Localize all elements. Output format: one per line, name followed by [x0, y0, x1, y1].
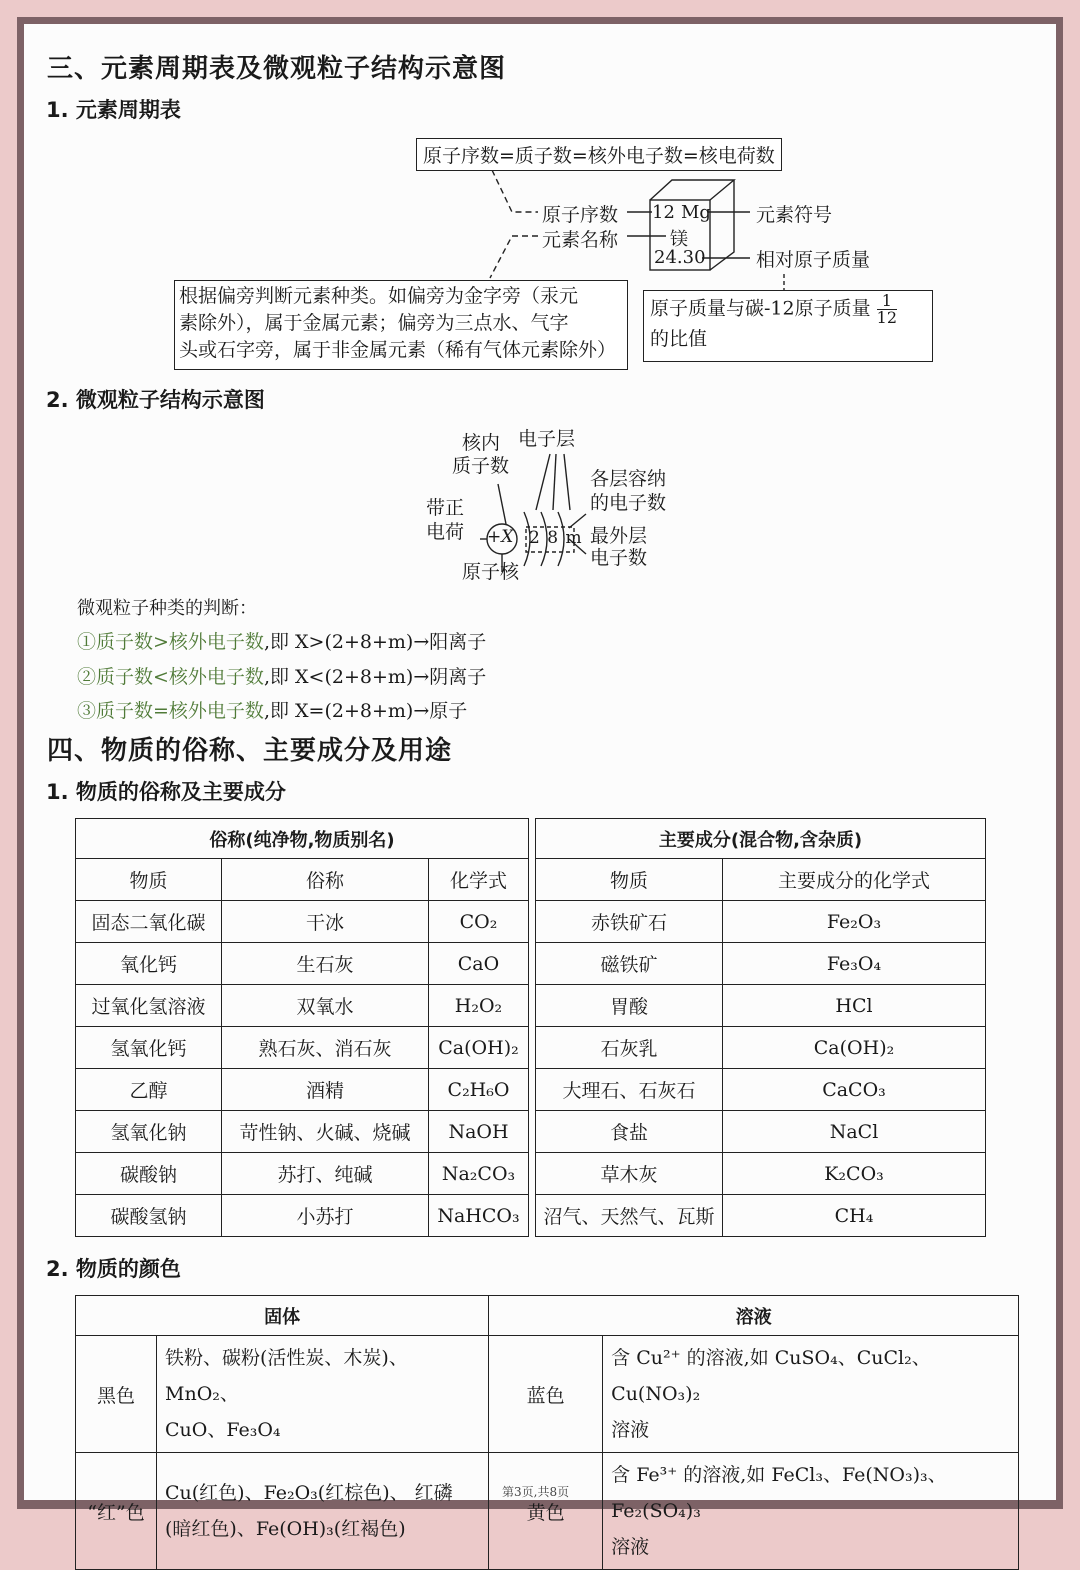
main-component-table — [535, 818, 986, 1237]
column-header: 俗称 — [222, 859, 429, 901]
rule-anion — [77, 662, 486, 689]
rule-condition: 质子数<核外电子数 — [96, 666, 264, 688]
table-cell: 氢氧化钠 — [76, 1111, 222, 1153]
relative-mass-definition-box — [643, 290, 933, 362]
table-cell: 赤铁矿石 — [536, 901, 723, 943]
label-electron-shell: 电子层 — [518, 428, 576, 450]
table-row — [536, 1195, 986, 1237]
table-row — [76, 1153, 529, 1195]
table-cell: CaCO₃ — [723, 1069, 986, 1111]
rule-atom — [77, 696, 467, 723]
table-cell: 干冰 — [222, 901, 429, 943]
table-row — [536, 901, 986, 943]
rule-result: ,即 X=(2+8+m)→原子 — [263, 700, 468, 722]
table-cell: Ca(OH)₂ — [429, 1027, 529, 1069]
page-number: 第3页,共8页 — [502, 1485, 570, 1499]
subsection-substance-colors: 2. 物质的颜色 — [46, 1257, 181, 1281]
relative-mass-definition-line1: 原子质量与碳-12原子质量 — [650, 297, 871, 320]
solution-examples — [603, 1453, 1019, 1570]
cell-symbol: Mg — [681, 202, 711, 223]
solid-examples — [157, 1336, 489, 1453]
fraction-one-twelfth — [877, 293, 897, 326]
table-row — [76, 1111, 529, 1153]
label-outer-shell-1: 最外层 — [590, 525, 648, 547]
fraction-denominator: 12 — [876, 308, 898, 327]
label-outer-shell-2: 电子数 — [590, 547, 648, 569]
nucleus-charge: +X — [487, 527, 514, 547]
solution-examples-line: 含 Fe³⁺ 的溶液,如 FeCl₃、Fe(NO₃)₃、Fe₂(SO₄)₃ — [611, 1464, 947, 1522]
label-element-symbol: 元素符号 — [756, 204, 833, 226]
table-cell: 氢氧化钙 — [76, 1027, 222, 1069]
table-cell: 苏打、纯碱 — [222, 1153, 429, 1195]
label-capacity-1: 各层容纳 — [590, 468, 667, 490]
label-atomic-nucleus: 原子核 — [462, 561, 520, 583]
relative-mass-definition-line2: 的比值 — [650, 328, 708, 350]
table-cell: 生石灰 — [222, 943, 429, 985]
common-name-table — [75, 818, 529, 1237]
solid-examples-line: CuO、Fe₃O₄ — [165, 1419, 281, 1441]
column-header-solid: 固体 — [76, 1296, 489, 1336]
radical-rule-line: 头或石字旁，属于非金属元素（稀有气体元素除外） — [179, 339, 617, 361]
radical-rule-box — [174, 280, 628, 370]
solid-examples-line: (暗红色)、Fe(OH)₃(红褐色) — [165, 1518, 406, 1540]
column-header: 物质 — [536, 859, 723, 901]
table-cell: K₂CO₃ — [723, 1153, 986, 1195]
table-cell: 石灰乳 — [536, 1027, 723, 1069]
section-4-title: 四、物质的俗称、主要成分及用途 — [47, 736, 453, 766]
table-cell: Fe₂O₃ — [723, 901, 986, 943]
solid-color-name: “红”色 — [76, 1453, 157, 1570]
rule-result: ,即 X>(2+8+m)→阳离子 — [263, 631, 487, 653]
rule-number: ① — [77, 631, 97, 653]
table-cell: 沼气、天然气、瓦斯 — [536, 1195, 723, 1237]
cell-atomic-number: 12 — [652, 202, 675, 223]
solution-examples-line: 溶液 — [611, 1419, 650, 1441]
column-header: 物质 — [76, 859, 222, 901]
label-atomic-number: 原子序数 — [542, 204, 619, 226]
rule-result: ,即 X<(2+8+m)→阴离子 — [263, 666, 487, 688]
table-row — [536, 1069, 986, 1111]
rule-cation — [77, 627, 486, 654]
table-cell: 胃酸 — [536, 985, 723, 1027]
column-header-solution: 溶液 — [489, 1296, 1019, 1336]
radical-rule-line: 根据偏旁判断元素种类。如偏旁为金字旁（汞元 — [179, 285, 579, 307]
label-positive-charge-2: 电荷 — [426, 521, 465, 543]
table-cell: H₂O₂ — [429, 985, 529, 1027]
table-row — [76, 1027, 529, 1069]
column-header: 化学式 — [429, 859, 529, 901]
subsection-particle-structure: 2. 微观粒子结构示意图 — [46, 388, 265, 412]
table-cell: 小苏打 — [222, 1195, 429, 1237]
radical-rule-line: 素除外），属于金属元素；偏旁为三点水、气字 — [179, 312, 569, 334]
table-cell: HCl — [723, 985, 986, 1027]
table-row — [536, 943, 986, 985]
table-row — [536, 1153, 986, 1195]
table-cell: CH₄ — [723, 1195, 986, 1237]
solution-color-name: 蓝色 — [489, 1336, 603, 1453]
table-row — [76, 1069, 529, 1111]
cell-element-name: 镁 — [670, 229, 688, 250]
table-cell: Fe₃O₄ — [723, 943, 986, 985]
solid-examples — [157, 1453, 489, 1570]
table-cell: NaCl — [723, 1111, 986, 1153]
table-cell: NaHCO₃ — [429, 1195, 529, 1237]
solid-examples-line: Cu(红色)、Fe₂O₃(红棕色)、 红磷 — [165, 1482, 453, 1504]
table-cell: 草木灰 — [536, 1153, 723, 1195]
table-row — [76, 943, 529, 985]
rule-number: ② — [77, 666, 97, 688]
label-relative-atomic-mass: 相对原子质量 — [756, 249, 871, 271]
table-row — [76, 1195, 529, 1237]
rule-condition: 质子数>核外电子数 — [96, 631, 264, 653]
rule-number: ③ — [77, 700, 97, 722]
solution-examples — [603, 1336, 1019, 1453]
table-cell: 过氧化氢溶液 — [76, 985, 222, 1027]
subsection-common-names: 1. 物质的俗称及主要成分 — [46, 780, 286, 804]
table-cell: C₂H₆O — [429, 1069, 529, 1111]
rule-condition: 质子数=核外电子数 — [96, 700, 264, 722]
table-cell: NaOH — [429, 1111, 529, 1153]
table-cell: 苛性钠、火碱、烧碱 — [222, 1111, 429, 1153]
table-row — [76, 985, 529, 1027]
table-cell: Ca(OH)₂ — [723, 1027, 986, 1069]
label-capacity-2: 的电子数 — [590, 492, 667, 514]
subsection-periodic-table: 1. 元素周期表 — [46, 98, 181, 122]
fraction-numerator: 1 — [877, 293, 897, 310]
table-cell: 固态二氧化碳 — [76, 901, 222, 943]
shell-electron-numbers: 2 8 m — [529, 528, 583, 548]
section-3-title: 三、元素周期表及微观粒子结构示意图 — [47, 54, 507, 84]
table-cell: 大理石、石灰石 — [536, 1069, 723, 1111]
table-cell: 熟石灰、消石灰 — [222, 1027, 429, 1069]
table-row — [76, 901, 529, 943]
table-cell: 酒精 — [222, 1069, 429, 1111]
label-positive-charge-1: 带正 — [426, 497, 465, 519]
table-cell: 氧化钙 — [76, 943, 222, 985]
judgement-title: 微观粒子种类的判断： — [77, 598, 257, 619]
table-row — [76, 1453, 1019, 1570]
table-cell: 乙醇 — [76, 1069, 222, 1111]
table-cell: CaO — [429, 943, 529, 985]
table-cell: 磁铁矿 — [536, 943, 723, 985]
substance-color-table — [75, 1295, 1019, 1570]
table-row — [536, 985, 986, 1027]
solid-examples-line: 铁粉、碳粉(活性炭、木炭)、MnO₂、 — [165, 1347, 408, 1405]
table-cell: Na₂CO₃ — [429, 1153, 529, 1195]
table-caption: 主要成分(混合物,含杂质) — [536, 819, 986, 859]
table-row — [76, 1336, 1019, 1453]
table-cell: 碳酸钠 — [76, 1153, 222, 1195]
table-row — [536, 1027, 986, 1069]
label-element-name: 元素名称 — [542, 229, 619, 251]
document-page — [24, 24, 1056, 1558]
solid-color-name: 黑色 — [76, 1336, 157, 1453]
label-nucleus-proton-2: 质子数 — [452, 455, 510, 477]
solution-color-name: 黄色 — [489, 1453, 603, 1570]
label-nucleus-proton-1: 核内 — [462, 432, 501, 454]
solution-examples-line: 含 Cu²⁺ 的溶液,如 CuSO₄、CuCl₂、Cu(NO₃)₂ — [611, 1347, 931, 1405]
solution-examples-line: 溶液 — [611, 1536, 650, 1558]
table-caption: 俗称(纯净物,物质别名) — [76, 819, 529, 859]
table-row — [536, 1111, 986, 1153]
table-cell: 碳酸氢钠 — [76, 1195, 222, 1237]
column-header: 主要成分的化学式 — [723, 859, 986, 901]
table-cell: 食盐 — [536, 1111, 723, 1153]
table-cell: 双氧水 — [222, 985, 429, 1027]
cell-atomic-mass: 24.30 — [654, 247, 706, 268]
table-cell: CO₂ — [429, 901, 529, 943]
atomic-number-equation-box: 原子序数=质子数=核外电子数=核电荷数 — [416, 138, 782, 171]
